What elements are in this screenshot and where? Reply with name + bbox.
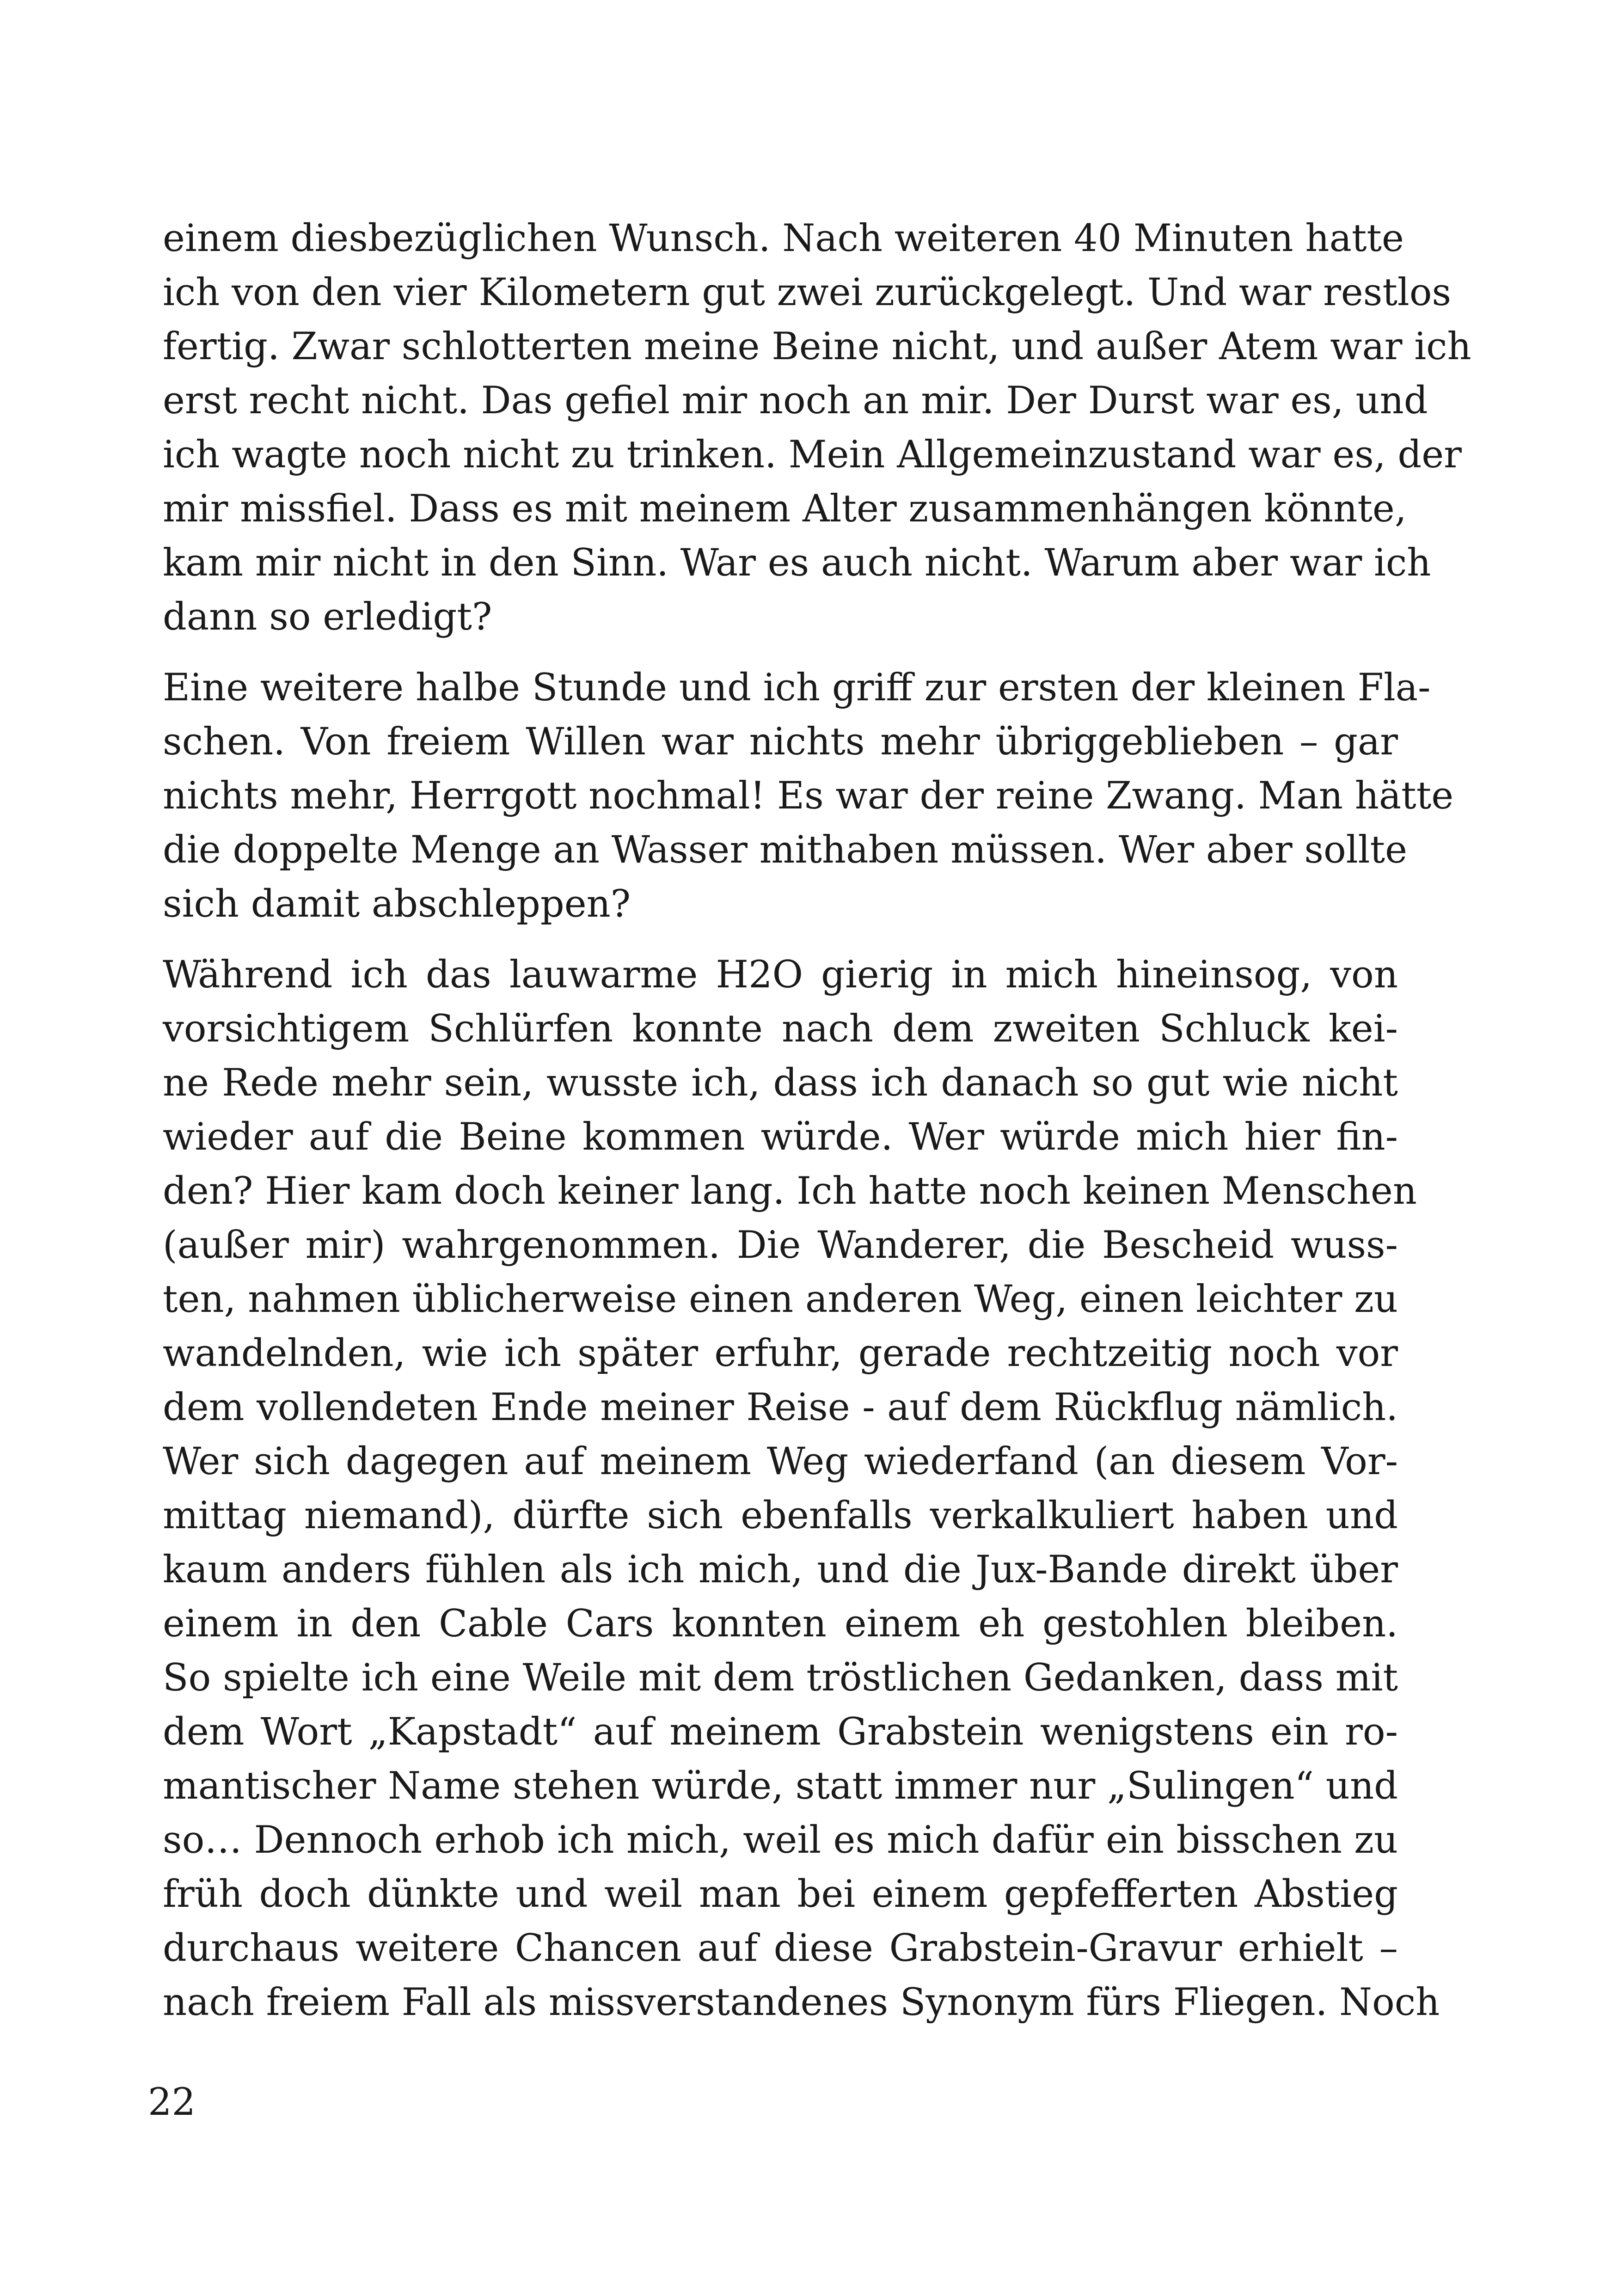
text-line: einem diesbezüglichen Wunsch. Nach weiteren 40 Minuten hatte — [163, 217, 1404, 260]
text-line: erst recht nicht. Das gefiel mir noch an mir. Der Durst war es, und — [163, 379, 1428, 422]
text-line: dann so erledigt? — [163, 595, 492, 639]
text-line: wandelnden, wie ich später erfuhr, gerade rechtzeitig noch vor — [163, 1332, 1398, 1375]
text-line: einem in den Cable Cars konnten einem eh gestohlen bleiben. — [163, 1602, 1398, 1646]
paragraph — [163, 661, 1454, 931]
text-line: kam mir nicht in den Sinn. War es auch nicht. Warum aber war ich — [163, 541, 1431, 585]
text-line: die doppelte Menge an Wasser mithaben müssen. Wer aber sollte — [163, 828, 1408, 872]
paragraph — [163, 948, 1440, 2030]
page-number: 22 — [148, 2081, 196, 2124]
text-line: mantischer Name stehen würde, statt immer nur „Sulingen“ und — [163, 1764, 1398, 1808]
text-line: sich damit abschleppen? — [163, 882, 631, 926]
text-line: schen. Von freiem Willen war nichts mehr übriggeblieben – gar — [163, 720, 1398, 764]
text-line: Wer sich dagegen auf meinem Weg wiederfand (an diesem Vor- — [163, 1440, 1398, 1483]
text-line: wieder auf die Beine kommen würde. Wer würde mich hier fin- — [163, 1115, 1398, 1159]
text-line: so… Dennoch erhob ich mich, weil es mich dafür ein bisschen zu — [163, 1818, 1398, 1862]
text-line: durchaus weitere Chancen auf diese Grabstein-Gravur erhielt – — [163, 1927, 1398, 1970]
text-line: mir missfiel. Dass es mit meinem Alter zusammenhängen könnte, — [163, 487, 1407, 531]
text-line: kaum anders fühlen als ich mich, und die Jux-Bande direkt über — [163, 1548, 1398, 1592]
text-line: mittag niemand), dürfte sich ebenfalls verkalkuliert haben und — [163, 1494, 1398, 1537]
text-line: ne Rede mehr sein, wusste ich, dass ich danach so gut wie nicht — [163, 1061, 1398, 1105]
text-line: (außer mir) wahrgenommen. Die Wanderer, die Bescheid wuss- — [163, 1224, 1398, 1267]
text-line: Während ich das lauwarme H2O gierig in mich hineinsog, von — [163, 953, 1398, 997]
text-line: vorsichtigem Schlürfen konnte nach dem zweiten Schluck kei- — [163, 1007, 1398, 1051]
text-line: nichts mehr, Herrgott nochmal! Es war der reine Zwang. Man hätte — [163, 774, 1454, 818]
paragraph — [163, 212, 1471, 644]
text-line: dem Wort „Kapstadt“ auf meinem Grabstein wenigstens ein ro- — [163, 1710, 1398, 1754]
text-line: den? Hier kam doch keiner lang. Ich hatte noch keinen Menschen — [163, 1169, 1417, 1213]
text-line: ich von den vier Kilometern gut zwei zurückgelegt. Und war restlos — [163, 271, 1452, 314]
text-line: fertig. Zwar schlotterten meine Beine nicht, und außer Atem war ich — [163, 325, 1471, 368]
body-text — [163, 212, 1471, 2030]
text-line: früh doch dünkte und weil man bei einem gepfefferten Abstieg — [163, 1873, 1398, 1916]
text-line: nach freiem Fall als missverstandenes Synonym fürs Fliegen. Noch — [163, 1981, 1440, 2024]
text-line: Eine weitere halbe Stunde und ich griff zur ersten der kleinen Fla- — [163, 666, 1431, 710]
text-line: So spielte ich eine Weile mit dem tröstlichen Gedanken, dass mit — [163, 1656, 1398, 1700]
text-line: dem vollendeten Ende meiner Reise - auf dem Rückflug nämlich. — [163, 1386, 1398, 1429]
text-line: ich wagte noch nicht zu trinken. Mein Allgemeinzustand war es, der — [163, 433, 1462, 477]
text-line: ten, nahmen üblicherweise einen anderen Weg, einen leichter zu — [163, 1278, 1398, 1321]
